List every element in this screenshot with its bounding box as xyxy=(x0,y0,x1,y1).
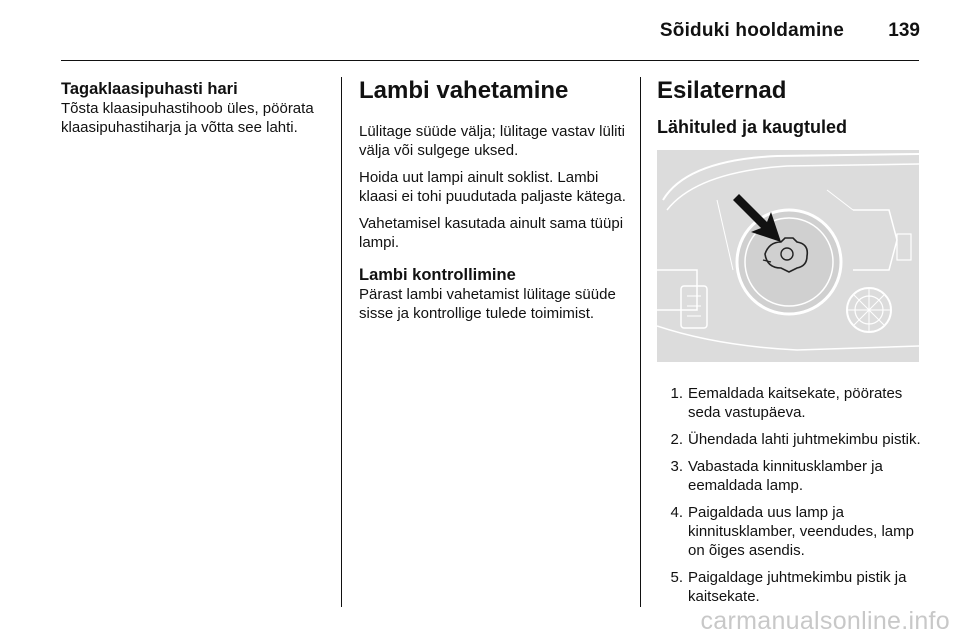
bulb-paragraph-3: Vahetamisel kasutada ainult sama tüüpi lampi. xyxy=(359,215,624,251)
list-item xyxy=(657,457,921,495)
list-item xyxy=(657,430,921,449)
column-divider-right xyxy=(640,77,641,607)
step-number: 2. xyxy=(670,431,683,448)
step-number: 1. xyxy=(670,385,683,402)
rear-wiper-heading: Tagaklaasipuhasti hari xyxy=(61,80,238,98)
column-rear-wiper xyxy=(61,76,327,145)
bulb-replacement-heading: Lambi vahetamine xyxy=(359,77,569,104)
list-item xyxy=(657,568,921,606)
list-item xyxy=(657,503,921,560)
bulb-check-heading: Lambi kontrollimine xyxy=(359,266,516,284)
headlamps-heading: Esilaternad xyxy=(657,77,787,104)
headlamp-illustration xyxy=(657,150,919,362)
bulb-check-paragraph: Pärast lambi vahetamist lülitage süüde sisse ja kontrollige tulede toimimist. xyxy=(359,286,616,322)
column-divider-left xyxy=(341,77,342,607)
step-number: 3. xyxy=(670,458,683,475)
site-watermark: carmanualsonline.info xyxy=(700,607,950,635)
step-number: 4. xyxy=(670,504,683,521)
step-text: Eemaldada kaitsekate, pöörates seda vastupäeva. xyxy=(688,385,903,421)
step-text: Vabastada kinnitusklamber ja eemaldada lamp. xyxy=(688,458,883,494)
list-item xyxy=(657,384,921,422)
page-number: 139 xyxy=(888,20,920,41)
low-high-beam-heading: Lähituled ja kaugtuled xyxy=(657,117,848,137)
header-rule xyxy=(61,60,919,61)
step-text: Paigaldage juhtmekimbu pistik ja kaitsekate. xyxy=(688,569,907,605)
step-number: 5. xyxy=(670,569,683,586)
headlamp-drawing xyxy=(657,150,919,362)
rear-wiper-paragraph: Tõsta klaasipuhastihoob üles, pöörata klaasipuhastiharja ja võtta see lahti. xyxy=(61,100,314,136)
step-text: Paigaldada uus lamp ja kinnitusklamber, veendudes, lamp on õiges asendis. xyxy=(688,504,914,559)
column-bulb-replacement xyxy=(359,76,627,331)
running-header-title: Sõiduki hooldamine xyxy=(659,20,844,41)
replacement-steps-list xyxy=(657,384,921,606)
column-headlamps xyxy=(657,76,921,614)
bulb-paragraph-2: Hoida uut lampi ainult soklist. Lambi klaasi ei tohi puudutada paljaste kätega. xyxy=(359,169,626,205)
bulb-paragraph-1: Lülitage süüde välja; lülitage vastav lüliti välja või sulgege uksed. xyxy=(359,123,625,159)
step-text: Ühendada lahti juhtmekimbu pistik. xyxy=(688,431,921,448)
